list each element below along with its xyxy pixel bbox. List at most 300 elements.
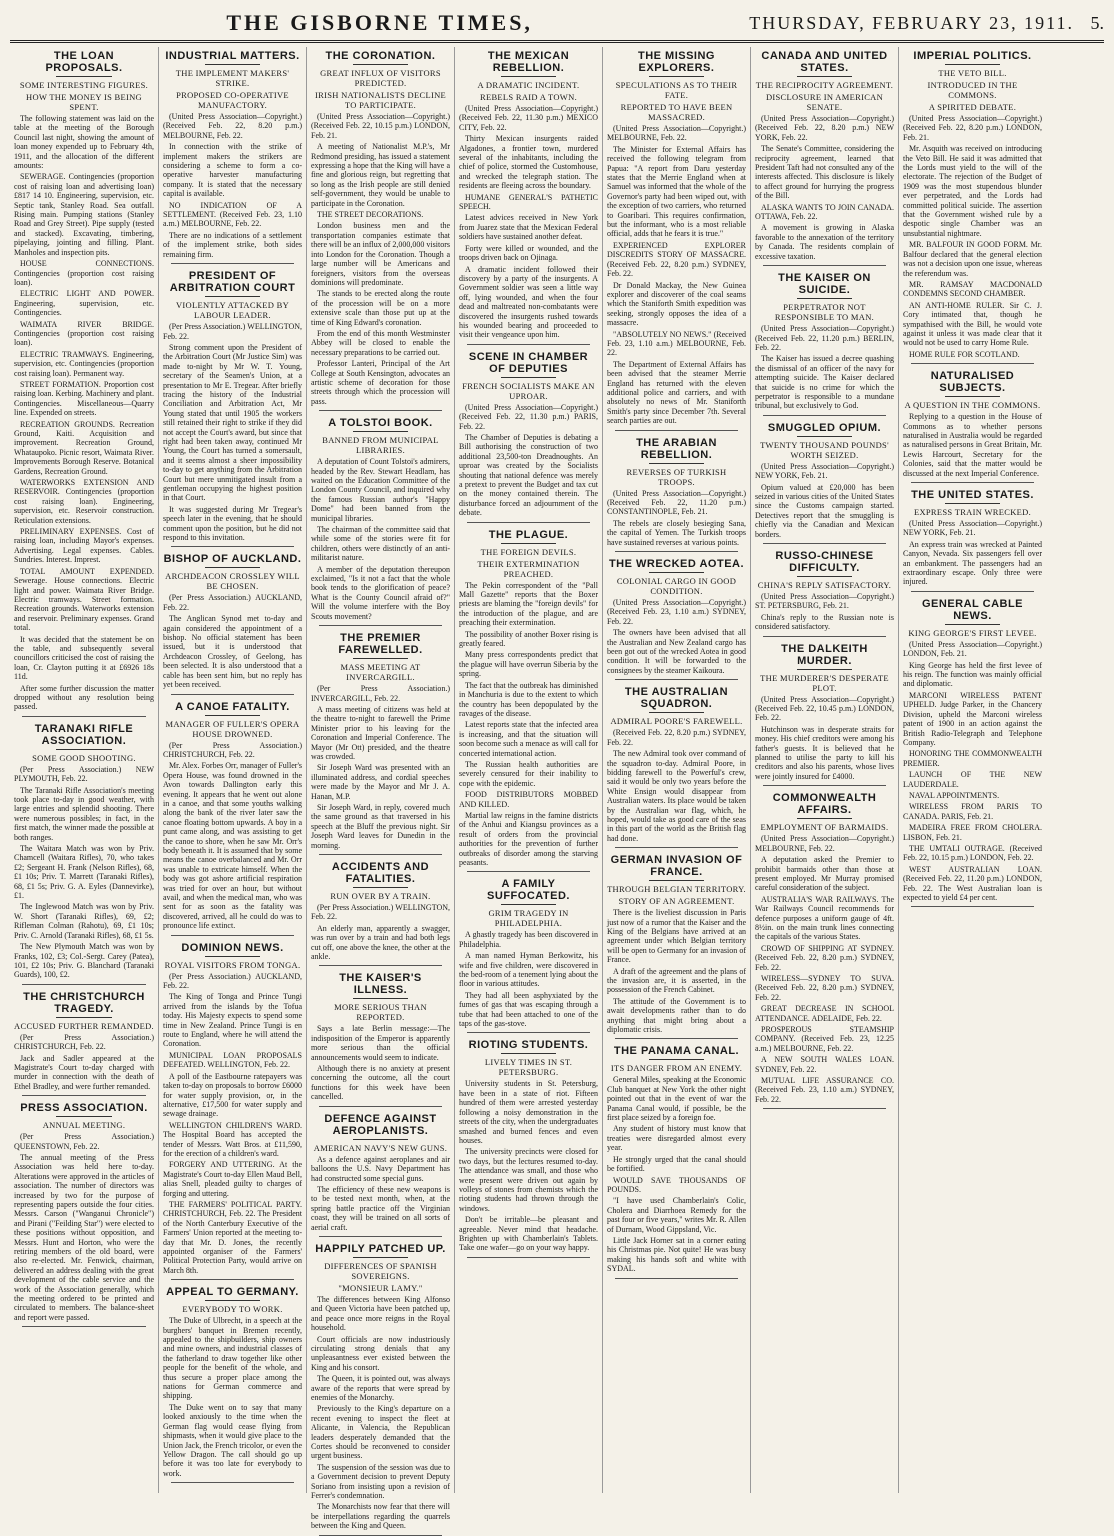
article-body	[459, 581, 598, 868]
article	[903, 489, 1042, 592]
paragraph: SEWERAGE. Contingencies (proportion cost of raising loan and advertising loan) £817 14 10. Engineering, supervision, etc. Septic tank, Stanley Road. Sea outfall. Rising main. Pumping stations (Stanley Road and Grey Street). Pipe supply (tested and stacked). Excavating, timbering, pipelaying, jointing and filling. Plant. Manholes and inspection pits.	[14, 172, 154, 257]
headline-rule	[501, 76, 557, 77]
article-body	[459, 104, 598, 340]
article-subheading: THE VETO BILL.	[938, 68, 1007, 78]
article-subheading: A DRAMATIC INCIDENT.	[477, 80, 580, 90]
article-separator	[22, 716, 146, 717]
article-separator	[615, 1278, 738, 1279]
headline-rule	[501, 543, 557, 544]
article-subheading: EXPRESS TRAIN WRECKED.	[913, 507, 1032, 517]
article-body	[607, 908, 746, 1034]
article-subheading: THE IMPLEMENT MAKERS' STRIKE.	[175, 68, 290, 88]
paragraph: Professor Lanteri, Principal of the Art College at South Kensington, advocates an artistic scheme of decoration for those streets through which the procession will pass.	[311, 359, 450, 406]
article-separator	[615, 430, 738, 431]
article-separator	[171, 263, 294, 264]
article	[163, 701, 302, 936]
paragraph: The efficiency of these new weapons is to be tested next month, when, at the spring battle practice off the Virginian coast, they will be trained on all sorts of aerial craft.	[311, 1184, 450, 1232]
paragraph: MADEIRA FREE FROM CHOLERA. LISBON, Feb. 21.	[903, 823, 1042, 842]
paragraph: The stands to be erected along the route of the procession will be on a more extensive scale than those put up at the time of King Edward's coronation.	[311, 289, 450, 327]
article-subheading: ACCUSED FURTHER REMANDED.	[14, 1020, 154, 1031]
article-headline: THE PLAGUE.	[488, 528, 569, 541]
paragraph: The suspension of the session was due to a Government decision to prevent Deputy Soriano from insisting upon a revision of Ferrer's condemnation.	[311, 1462, 450, 1501]
paragraph: The rebels are closely besieging Sana, the capital of Yemen. The Turkish troops have sustained reverses at various points.	[607, 518, 746, 547]
paragraph: (United Press Association—Copyright.) (Received Feb. 22, 8.20 p.m.) NEW YORK, Feb. 22.	[755, 114, 894, 142]
article-subheading: DISCLOSURE IN AMERICAN SENATE.	[765, 92, 884, 112]
article	[607, 1045, 746, 1278]
paragraph: There is the liveliest discussion in Paris just now of a rumor that the Kaiser and the King of the Belgians have arrived at an agreement under which Belgian territory will be open to Germany for an invasion of France.	[607, 908, 746, 965]
paragraph: A movement is growing in Alaska favorable to the annexation of the territory by Canada. The residents complain of excessive taxation.	[755, 223, 894, 261]
article	[607, 50, 746, 431]
article-separator	[763, 543, 886, 544]
paragraph: They had all been asphyxiated by the fumes of gas that was escaping through a tube that had been attached to one of the taps of the gas-stove.	[459, 990, 598, 1029]
headline-rule	[649, 572, 705, 573]
paragraph: The Waitara Match was won by Priv. Chamcell (Waitara Rifles), 70, who takes £2; Sergeant H. Frank (Nelson Rifles), 68, £1 10s; Priv. T. Marrett (Taranaki Rifles), 68, £1 5s; Priv. G. A. Eyles (Dannevirke), £1.	[14, 844, 154, 901]
article-body	[903, 412, 1042, 478]
paragraph: ELECTRIC TRAMWAYS. Engineering, supervision, etc. Contingencies (proportion cost raising loan). Permanent way.	[14, 349, 154, 378]
paragraph: It was decided that the statement be on the table, and subsequently several councillors criticised the cost of raising the loan, Cr. Clayton putting it at £6926 18s 11d.	[14, 634, 154, 682]
article-subheading: EMPLOYMENT OF BARMAIDS.	[760, 822, 889, 833]
article-separator	[763, 415, 886, 416]
headline-rule	[353, 658, 409, 659]
article-headline: A FAMILY SUFFOCATED.	[487, 878, 570, 903]
article-subheading: COLONIAL CARGO IN GOOD CONDITION.	[616, 576, 737, 597]
article-headline: THE CHRISTCHURCH TRAGEDY.	[23, 990, 145, 1015]
article-headline: THE ARABIAN REBELLION.	[636, 436, 717, 461]
article-separator	[171, 935, 294, 936]
article-body	[311, 457, 450, 621]
headline-rule	[56, 1116, 112, 1117]
article-body	[163, 322, 302, 542]
paragraph: A mass meeting of citizens was held at the theatre to-night to farewell the Prime Minister prior to his leaving for the Coronation and Imperial Conference. The Mayor (Mr Ott) presided, and the theatre was crowded.	[311, 704, 450, 761]
paragraph: WOULD SAVE THOUSANDS OF POUNDS.	[607, 1175, 746, 1194]
article-separator	[319, 854, 442, 855]
article-subheading: MORE SERIOUS THAN REPORTED.	[334, 1002, 427, 1023]
article	[755, 272, 894, 416]
headline-rule	[649, 880, 705, 881]
column-4	[454, 47, 602, 1493]
article-subheading: KING GEORGE'S FIRST LEVEE.	[908, 627, 1037, 638]
paragraph: As a defence against aeroplanes and air balloons the U.S. Navy Department has had constructed some special guns.	[311, 1154, 450, 1183]
article-separator	[763, 1108, 886, 1109]
paragraph: It was suggested during Mr Tregear's speech later in the evening, that he should comment upon the position, but he did not respond to this invitation.	[163, 504, 302, 543]
paragraph: (United Press Association—Copyright.) (Received Feb. 22, 10.45 p.m.) LONDON, Feb. 22.	[755, 694, 894, 723]
paragraph: He strongly urged that the canal should be fortified.	[607, 1154, 746, 1174]
headline-rule	[353, 431, 409, 432]
paragraph: FORGERY AND UTTERING. At the Magistrate's Court to-day Ellen Maud Bell, alias Snell, pleaded guilty to charges of forging and uttering.	[163, 1160, 302, 1198]
article-headline: SCENE IN CHAMBER OF DEPUTIES	[468, 350, 589, 375]
article	[311, 632, 450, 855]
article-headline: CANADA AND UNITED STATES.	[761, 50, 888, 74]
article-subheading: REBELS RAID A TOWN.	[479, 92, 577, 102]
article-subheading: TWENTY THOUSAND POUNDS' WORTH SEIZED.	[760, 439, 889, 460]
headline-rule	[797, 576, 853, 577]
headline-rule	[501, 377, 557, 378]
paragraph: Jack and Sadler appeared at the Magistrate's Court to-day charged with murder in connection with the death of Ethel Bradley, and were further remanded.	[14, 1053, 154, 1091]
article-separator	[171, 1482, 294, 1483]
article-headline: DOMINION NEWS.	[181, 941, 284, 954]
article-subheading: SOME INTERESTING FIGURES.	[19, 80, 149, 90]
paragraph: A meeting of Nationalist M.P.'s, Mr Redmond presiding, has issued a statement expressing a hope that the King will have a fine and glorious reign, but regretting that so long as the Irish people are still denied self-government, they would be unable to participate in the Coronation.	[311, 142, 450, 208]
headline-rule	[205, 715, 261, 716]
article-headline: HAPPILY PATCHED UP.	[315, 1242, 446, 1255]
newspaper-title: THE GISBORNE TIMES,	[226, 10, 533, 35]
article-separator	[467, 522, 590, 523]
paragraph: The Russian health authorities are severely censured for their inability to cope with the epidemic.	[459, 759, 598, 788]
article-separator	[319, 1106, 442, 1107]
headline-rule	[797, 76, 853, 77]
article-subheading: BANNED FROM MUNICIPAL LIBRARIES.	[322, 435, 439, 456]
paragraph: LAUNCH OF THE NEW LAUDERDALE.	[903, 770, 1042, 789]
issue-date: THURSDAY, FEBRUARY 23, 1911.	[749, 12, 1074, 33]
headline-rule	[649, 76, 705, 77]
article-body	[607, 124, 746, 426]
article-subheading: THE MURDERER'S DESPERATE PLOT.	[760, 672, 889, 693]
paragraph: (United Press Association—Copyright.) (Received Feb. 22, 11.20 p.m.) BERLIN, Feb. 22.	[755, 324, 894, 352]
article	[311, 861, 450, 966]
article-subheading: PERPETRATOR NOT RESPONSIBLE TO MAN.	[774, 302, 875, 323]
headline-rule	[205, 1300, 261, 1301]
article	[607, 558, 746, 680]
article-body	[163, 972, 302, 1276]
paragraph: HOME RULE FOR SCOTLAND.	[909, 349, 1020, 359]
paragraph: The differences between King Alfonso and Queen Victoria have been patched up, and peace once more reigns in the Royal household.	[311, 1294, 450, 1333]
masthead	[10, 6, 1104, 43]
article-body	[755, 592, 894, 632]
article-subheading: THEIR EXTERMINATION PREACHED.	[477, 558, 580, 579]
article-headline: PRESIDENT OF ARBITRATION COURT	[169, 270, 296, 295]
paragraph: THE UMTALI OUTRAGE. (Received Feb. 22, 10.15 p.m.) LONDON, Feb. 22.	[903, 843, 1042, 863]
article-headline: THE CORONATION.	[325, 50, 436, 62]
paragraph: Latest reports state that the infected area is increasing, and that the situation will soon become such a menace as will call for concerted international action.	[459, 720, 598, 758]
article-subheading: ITS DANGER FROM AN ENEMY.	[610, 1063, 743, 1074]
paragraph: Court officials are now industriously circulating strong denials that any unpleasantness ever existed between the King and his consort.	[311, 1334, 450, 1372]
article-headline: THE PANAMA CANAL.	[613, 1045, 740, 1058]
paragraph: EXPERIENCED EXPLORER DISCREDITS STORY OF MASSACRE. (Received Feb. 22, 8.20 p.m.) SYDNEY, Feb. 22.	[607, 240, 746, 279]
headline-rule	[797, 436, 853, 437]
paragraph: STREET FORMATION. Proportion cost raising loan. Kerbing. Machinery and plant. Contingencies. Miscellaneous—Quarry line. Expended on streets.	[14, 379, 154, 418]
paragraph: (United Press Association—Copyright.) (Received Feb. 22, 11.30 p.m.) MEXICO CITY, Feb. 22.	[459, 104, 598, 132]
article-subheading: ARCHDEACON CROSSLEY WILL BE CHOSEN.	[165, 571, 300, 592]
paragraph: (Per Press Association.) CHRISTCHURCH, Feb. 22.	[163, 740, 302, 759]
column-6	[750, 47, 898, 1493]
paragraph: The annual meeting of the Press Association was held here to-day. Alterations were approved in the articles of association. The number of directors was increased by two for the purpose of representing papers outside the four cities. Messrs. Carson ("Wanganui Chronicle") and Pirani ("Feilding Star") were elected to these positions without opposition, and Messrs. Hunt and Horton, who were the retiring members of the old board, were also re-elected. Mr. Fenwick, chairman, delivered an address dealing with the great development of the cable service and the work of the Association generally, which the meeting ordered to be printed and circulated to members. The balance-sheet and report were passed.	[14, 1152, 154, 1322]
paragraph: There are no indications of a settlement of the implement strike, both sides remaining firm.	[163, 230, 302, 259]
article-headline: GERMAN INVASION OF FRANCE.	[610, 854, 743, 879]
paragraph: (United Press Association—Copyright.) (Received Feb. 22, 10.15 p.m.) LONDON, Feb. 21.	[311, 112, 450, 140]
paragraph: A poll of the Eastbourne ratepayers was taken to-day on proposals to borrow £6000 for water supply provision, or, in the alternative, £17,500 for water supply and sewage drainage.	[163, 1071, 302, 1119]
headline-rule	[797, 818, 853, 819]
article-body	[755, 114, 894, 261]
article-subheading: HOW THE MONEY IS BEING SPENT.	[26, 92, 142, 112]
article-subheading: GREAT INFLUX OF VISITORS PREDICTED.	[320, 68, 441, 88]
paragraph: The university precincts were closed for two days, but the lectures resumed to-day. The attendance was small, and those who were present were driven out again by volleys of stones from chemists which the rioting students had thrown through the windows.	[459, 1147, 598, 1213]
column-5	[602, 47, 750, 1493]
headline-rule	[353, 64, 409, 65]
article-separator	[911, 363, 1034, 364]
article	[755, 792, 894, 1109]
article	[459, 351, 598, 523]
article	[311, 1113, 450, 1237]
article-separator	[22, 984, 146, 985]
paragraph: Mr. Alex. Forbes Orr, manager of Fuller's Opera House, was found drowned in the Avon towards Dallington early this evening. It appears that he went out alone in a canoe, and that some youths walking along the bank of the river later saw the canoe floating bottom upwards. A boy in a punt came along, and was assisting to get the canoe to shore, when he saw Mr. Orr's body beneath it. It is assumed that by some means the canoe overbalanced and Mr. Orr was unable to extricate himself. When the body was got ashore artificial respiration was tried for over an hour, but without avail, and when the medical man, who was sent for as soon as the fatality was discovered, arrived, all he could do was to pronounce life extinct.	[163, 761, 302, 931]
paragraph: (Received Feb. 22, 8.20 p.m.) SYDNEY, Feb. 22.	[607, 728, 746, 747]
paragraph: HOUSE CONNECTIONS. Contingencies (proportion cost raising loan).	[14, 259, 154, 287]
article-separator	[319, 410, 442, 411]
headline-rule	[56, 1017, 112, 1018]
article	[311, 1243, 450, 1536]
article	[755, 422, 894, 544]
article-body	[903, 519, 1042, 587]
article-body	[14, 1132, 154, 1322]
paragraph: AN ANTI-HOME RULER. Sir C. J. Cory intimated that, though he sympathised with the Bill, he would vote against it unless it was made clear that it would not be used to carry Home Rule.	[903, 300, 1042, 348]
article-separator	[467, 1257, 590, 1258]
article-separator	[911, 482, 1034, 483]
article-subheading: THE FOREIGN DEVILS.	[480, 546, 577, 557]
paragraph: MR. RAMSAY MACDONALD CONDEMNS SECOND CHAMBER.	[903, 279, 1042, 299]
paragraph: The possibility of another Boxer rising is greatly feared.	[459, 629, 598, 649]
paragraph: An express train was wrecked at Painted Canyon, Nevada. Six passengers fell over an embankment. The passengers had an extraordinary escape. Only three were injured.	[903, 539, 1042, 587]
paragraph: General Miles, speaking at the Economic Club banquet at New York the other night pointed out that in the event of war the Panama Canal would, if possible, be the first place seized by a foreign foe.	[607, 1075, 746, 1123]
article-subheading: INTRODUCED IN THE COMMONS.	[927, 80, 1018, 100]
article-subheading: PROPOSED CO-OPERATIVE MANUFACTORY.	[176, 90, 289, 110]
paragraph: THE STREET DECORATIONS.	[317, 210, 424, 220]
paragraph: (United Press Association—Copyright.) NEW YORK, Feb. 21.	[903, 519, 1042, 538]
article-subheading: SPECULATIONS AS TO THEIR FATE.	[615, 80, 738, 100]
paragraph: MARCONI WIRELESS PATENT UPHELD. Judge Parker, in the Chancery Division, upheld the Marconi wireless patent of 1900 in an action against the British Radio-Telegraph and Telephone Company.	[903, 690, 1042, 747]
paragraph: The Taranaki Rifle Association's meeting took place to-day in good weather, with large entries and splendid shooting. There were numerous possibles; in fact, in the first match, the winner made the possible at both ranges.	[14, 785, 154, 842]
paragraph: The Department of External Affairs has been advised that the steamer Merrie England has returned with the eleven additional police and carriers, and with absolutely no news of Mr. Staniforth Smith's party since December 7th. Several search parties are out.	[607, 359, 746, 426]
paragraph: WEST AUSTRALIAN LOAN. (Received Feb. 22, 11.20 p.m.) LONDON, Feb. 22. The West Australian loan is expected to yield £4 per cent.	[903, 864, 1042, 902]
article-body	[459, 930, 598, 1028]
paragraph: The Monarchists now fear that there will be interpellations regarding the quarrels between the King and Queen.	[311, 1502, 450, 1531]
paragraph: Dr Donald Mackay, the New Guinea explorer and discoverer of the coal seams which the Staniforth Smith expedition was seeking, strongly opposes the idea of a massacre.	[607, 280, 746, 328]
paragraph: Don't be irritable—be pleasant and agreeable. Never mind that headache. Brighten up with Chamberlain's Tablets. Take one wafer—go on your way happy.	[459, 1215, 598, 1253]
article-headline: A TOLSTOI BOOK.	[328, 417, 433, 430]
article-headline: THE UNITED STATES.	[911, 489, 1034, 501]
article	[311, 50, 450, 411]
headline-rule	[945, 396, 1001, 397]
paragraph: The Pekin correspondent of the "Pall Mall Gazette" reports that the Boxer priests are blaming the "foreign devils" for the introduction of the plague, and are preaching their extermination.	[459, 580, 598, 628]
paragraph: NO INDICATION OF A SETTLEMENT. (Received Feb. 23, 1.10 a.m.) MELBOURNE, Feb. 22.	[163, 200, 302, 229]
article-body	[755, 324, 894, 411]
article-subheading: LIVELY TIMES IN ST. PETERSBURG.	[484, 1057, 573, 1078]
paragraph: A ghastly tragedy has been discovered in Philadelphia.	[459, 930, 598, 949]
article-subheading: VIOLENTLY ATTACKED BY LABOUR LEADER.	[175, 300, 290, 321]
paragraph: WELLINGTON CHILDREN'S WARD. The Hospital Board has accepted the tender of Messrs. Watt Bros. at £11,590, for the erection of a children's ward.	[163, 1120, 302, 1158]
paragraph: The Senate's Committee, considering the reciprocity agreement, learned that President Taft had not consulted any of the interests affected. This disclosure is likely to affect ground for hurrying the progress of the Bill.	[755, 144, 894, 201]
paragraph: A draft of the agreement and the plans of the invasion are, it is asserted, in the possession of the French Cabinet.	[607, 966, 746, 995]
paragraph: A man named Hyman Berkowitz, his wife and five children, were discovered in the bed-room of a tenement lying about the floor in various attitudes.	[459, 951, 598, 989]
article-subheading: CHINA'S REPLY SATISFACTORY.	[757, 580, 892, 590]
article-subheading: THE RECIPROCITY AGREEMENT.	[755, 80, 894, 90]
article-body	[755, 695, 894, 782]
article-headline: INDUSTRIAL MATTERS.	[165, 50, 300, 62]
paragraph: GREAT DECREASE IN SCHOOL ATTENDANCE. ADELAIDE, Feb. 22.	[755, 1004, 894, 1023]
article	[903, 370, 1042, 483]
article	[163, 942, 302, 1281]
article-headline: THE WRECKED AOTEA.	[608, 558, 745, 571]
article-body	[607, 489, 746, 547]
headline-rule	[945, 624, 1001, 625]
headline-rule	[205, 567, 261, 568]
article-subheading: DIFFERENCES OF SPANISH SOVEREIGNS.	[324, 1260, 437, 1281]
article-headline: DEFENCE AGAINST AEROPLANISTS.	[324, 1112, 437, 1137]
article-subheading: FRENCH SOCIALISTS MAKE AN UPROAR.	[462, 380, 595, 401]
headline-rule	[501, 1053, 557, 1054]
article-body	[311, 1024, 450, 1101]
article-headline: THE AUSTRALIAN SQUADRON.	[624, 686, 729, 711]
article-separator	[615, 551, 738, 552]
paragraph: Says a late Berlin message:—The indisposition of the Emperor is apparently more serious than the official announcements would seem to indicate.	[311, 1024, 450, 1062]
article-headline: GENERAL CABLE NEWS.	[921, 597, 1024, 622]
article-separator	[319, 1236, 442, 1237]
headline-rule	[205, 296, 261, 297]
paragraph: Thirty Mexican insurgents raided Algadones, a frontier town, murdered several of the inhabitants, including the chief of police, stormed the Customhouse, and wrecked the telegraph station. The residents are fleeing across the boundary.	[459, 134, 598, 191]
paragraph: The following statement was laid on the table at the meeting of the Borough Council last night, showing the amount of loan money expended up to February 4th, 1911, and the allocation of the different amounts:	[14, 114, 154, 171]
paragraph: The Inglewood Match was won by Priv. W. Short (Taranaki Rifles), 69, £2; Rifleman Colman (Rahotu), 69, £1 10s; Priv. C. Arnold (Taranaki Rifles), 68, £1 5s.	[14, 902, 154, 940]
article-body	[903, 114, 1042, 359]
headline-rule	[649, 463, 705, 464]
article-subheading: IRISH NATIONALISTS DECLINE TO PARTICIPATE.	[314, 90, 447, 110]
article-separator	[319, 965, 442, 966]
article-subheading: GRIM TRAGEDY IN PHILADELPHIA.	[488, 908, 569, 929]
paragraph: WATERWORKS EXTENSION AND RESERVOIR. Contingencies (proportion cost raising loan). Engineering, supervision, etc. Reservoir construction. Reticulation extensions.	[14, 478, 154, 525]
paragraph: Sir Joseph Ward was presented with an illuminated address, and cordial speeches were made by the Mayor and Mr J. A. Hanan, M.P.	[311, 763, 450, 801]
article-subheading: REPORTED TO HAVE BEEN MASSACRED.	[620, 102, 733, 122]
article-subheading: SOME GOOD SHOOTING.	[32, 752, 136, 763]
article-body	[607, 728, 746, 843]
paragraph: Mr. Asquith was received on introducing the Veto Bill. He said it was admitted that the Lords must yield to the will of the electorate. The rejection of the Budget of 1909 was the most stupendous blunder ever perpetrated, and the Lords had committed political suicide. The assertion that the Government wished rule by a despotic single Chamber was an unsubstantial nightmare.	[903, 144, 1042, 238]
paragraph: (United Press Association—Copyright.) (Received Feb. 22, 11.30 p.m.) PARIS, Feb. 22.	[459, 402, 598, 431]
article-headline: THE MISSING EXPLORERS.	[637, 50, 715, 74]
paragraph: TOTAL AMOUNT EXPENDED. Sewerage. House connections. Electric light and power. Waimata River Bridge. Electric tramways. Street formation. Recreation grounds. Waterworks extension and reservoir. Preliminary expenses. Grand total.	[14, 566, 154, 633]
paragraph: (Per Press Association.) QUEENSTOWN, Feb. 22.	[14, 1132, 154, 1151]
article-body	[459, 403, 598, 518]
article	[903, 50, 1042, 364]
article-separator	[467, 344, 590, 345]
headline-rule	[945, 64, 1001, 65]
paragraph: The attitude of the Government is to await developments rather than to do anything that might bring about a diplomatic crisis.	[607, 996, 746, 1035]
article-separator	[319, 625, 442, 626]
paragraph: The New Plymouth Match was won by Franks, 102, £3; Col.-Sergt. Carey (Patea), 101, £2 10s; Priv. G. Blanchard (Taranaki Guards), 100, £2.	[14, 942, 154, 980]
paragraph: (United Press Association—Copyright.) (Received Feb. 22, 11.20 p.m.) CONSTANTINOPLE, Feb. 21.	[607, 488, 746, 517]
paragraph: WAIMATA RIVER BRIDGE. Contingencies (proportion cost raising loan).	[14, 319, 154, 348]
article-separator	[171, 546, 294, 547]
article-separator	[763, 265, 886, 266]
article-body	[311, 684, 450, 850]
article-body	[14, 1033, 154, 1091]
article-separator	[171, 694, 294, 695]
article-headline: THE KAISER ON SUICIDE.	[778, 272, 871, 297]
paragraph: WIRELESS—SYDNEY TO SUVA. (Received Feb. 22, 8.20 p.m.) SYDNEY, Feb. 22.	[755, 973, 894, 1002]
paragraph: PROSPEROUS STEAMSHIP COMPANY. (Received Feb. 23, 12.25 a.m.) MELBOURNE, Feb. 22.	[755, 1025, 894, 1053]
paragraph: Sir Joseph Ward, in reply, covered much the same ground as that traversed in his speech at the Bluff the previous night. Sir Joseph Ward leaves for Dunedin in the morning.	[311, 802, 450, 850]
paragraph: A NEW SOUTH WALES LOAN. SYDNEY, Feb. 22.	[755, 1055, 894, 1074]
paragraph: The Kaiser has issued a decree quashing the dismissal of an officer of the navy for attempting suicide. The Kaiser declared that suicide is no crime for which the perpetrator is responsible to a mundane tribunal, but exclusively to God.	[755, 354, 894, 411]
article	[14, 723, 154, 985]
paragraph: THE FARMERS' POLITICAL PARTY. CHRISTCHURCH, Feb. 22. The President of the North Canterbury Executive of the Farmers' Union reported at the meeting to-day that Mr. D. Jones, the recently appointed organiser of the Farmers' Political Protection Party, would arrive on March 8th.	[163, 1199, 302, 1275]
article-separator	[615, 679, 738, 680]
paragraph: Many press correspondents predict that the plague will have overrun Siberia by the spring.	[459, 650, 598, 679]
paragraph: Although there is no anxiety at present concerning the outcome, all the court functions for this week have been cancelled.	[311, 1064, 450, 1102]
article-subheading: STORY OF AN AGREEMENT.	[618, 896, 735, 907]
article-separator	[615, 847, 738, 848]
article	[755, 50, 894, 266]
paragraph: The fact that the outbreak has diminished in Manchuria is due to the extent to which the country has been depopulated by the ravages of the disease.	[459, 680, 598, 718]
paragraph: The King of Tonga and Prince Tungi arrived from the islands by the Tofua today. His Majesty expects to spend some time in New Zealand. Prince Tungi is en route to England, where he will attend the Coronation.	[163, 992, 302, 1049]
article	[755, 550, 894, 637]
article-body	[607, 1075, 746, 1273]
headline-rule	[56, 749, 112, 750]
column-1	[10, 47, 158, 1493]
headline-rule	[205, 64, 261, 65]
paragraph: ELECTRIC LIGHT AND POWER. Engineering, supervision, etc. Contingencies.	[14, 289, 154, 318]
article-body	[459, 1079, 598, 1252]
paragraph: (Per Press Association.) AUCKLAND, Feb. 22.	[163, 593, 302, 612]
paragraph: China's reply to the Russian note is considered satisfactory.	[755, 612, 894, 632]
article-subheading: MANAGER OF FULLER'S OPERA HOUSE DROWNED.	[165, 718, 300, 739]
headline-rule	[797, 298, 853, 299]
headline-rule	[649, 1059, 705, 1060]
article	[459, 1039, 598, 1257]
page-number: 5.	[1090, 12, 1104, 33]
article-headline: ACCIDENTS AND FATALITIES.	[331, 861, 430, 885]
article	[607, 437, 746, 552]
article-body	[14, 114, 154, 712]
article-headline: PRESS ASSOCIATION.	[20, 1102, 148, 1115]
article-body	[903, 640, 1042, 903]
headline-rule	[353, 1257, 409, 1258]
article-headline: THE LOAN PROPOSALS.	[45, 50, 123, 74]
paragraph: Previously to the King's departure on a recent evening to inspect the fleet at Alicante, in Valencia, the Republican leaders desperately demanded that the Cortes should be reconvened to consider urgent business.	[311, 1404, 450, 1461]
article-separator	[467, 871, 590, 872]
paragraph: The owners have been advised that all the Australian and New Zealand cargo has been got out of the wrecked Aotea in good condition. It will be forwarded to the consignees by the steamer Kaikoura.	[607, 628, 746, 675]
paragraph: RECREATION GROUNDS. Recreation Ground, Kaiti. Acquisition and improvement. Recreation Ground, Whataupoko. Picnic resort, Waimata River. Improvements Borough Reserve. Botanical Gardens, Recreation Ground.	[14, 419, 154, 476]
article	[163, 270, 302, 547]
article-headline: BISHOP OF AUCKLAND.	[163, 553, 302, 566]
article-subheading: ADMIRAL POORE'S FAREWELL.	[610, 716, 743, 727]
paragraph: ALASKA WANTS TO JOIN CANADA. OTTAWA, Feb. 22.	[755, 202, 894, 222]
headline-rule	[501, 904, 557, 905]
article-separator	[763, 785, 886, 786]
article-headline: TARANAKI RIFLE ASSOCIATION.	[34, 722, 134, 747]
article	[607, 854, 746, 1039]
paragraph: "I have used Chamberlain's Colic, Cholera and Diarrhoea Remedy for the past four or five years," writes Mr. R. Allen of Durnam, Wood Gippsland, Vic.	[607, 1196, 747, 1234]
article-body	[163, 593, 302, 689]
paragraph: CROWD OF SHIPPING AT SYDNEY. (Received Feb. 22, 8.20 p.m.) SYDNEY, Feb. 22.	[755, 943, 894, 972]
paragraph: University students in St. Petersburg, have been in a state of riot. Fifteen hundred of them were arrested yesterday following a noisy demonstration in the streets of the city, when the undergraduates smashed and burned fences and even houses.	[459, 1079, 598, 1145]
article-subheading: A QUESTION IN THE COMMONS.	[904, 400, 1041, 411]
article-headline: IMPERIAL POLITICS.	[913, 50, 1032, 62]
paragraph: The new Admiral took over command of the squadron to-day. Admiral Poore, in bidding farewell to the Powerful's crew, said it would be only two years before the White Ensign would disappear from Australian waters. Its place would be taken by the Australian war flag, which, he hoped, would take as good care of the seas in this part of the world as the British flag had done.	[607, 749, 746, 843]
paragraph: After some further discussion the matter dropped without any resolution being passed.	[14, 683, 154, 712]
paragraph: (United Press Association—Copyright.) (Received Feb. 22, 8.20 p.m.) MELBOURNE, Feb. 22.	[163, 112, 302, 140]
article-headline: APPEAL TO GERMANY.	[166, 1286, 299, 1299]
headline-rule	[205, 956, 261, 957]
paragraph: Hutchinson was in desperate straits for money. His chief creditors were among his father's guests. It is believed that he planned to utilise the party to kill his creditors and also his parents, whose lives were jointly insured for £4000.	[755, 724, 894, 781]
headline-rule	[649, 712, 705, 713]
column-7	[898, 47, 1046, 1493]
article-subheading: "MONSIEUR LAMY."	[338, 1282, 423, 1293]
paragraph: HUMANE GENERAL'S PATHETIC SPEECH.	[459, 192, 598, 212]
paragraph: FOOD DISTRIBUTORS MOBBED AND KILLED.	[459, 790, 598, 809]
article	[163, 1286, 302, 1483]
article-headline: THE KAISER'S ILLNESS.	[339, 972, 422, 997]
paragraph: The Duke went on to say that many looked anxiously to the time when the German flag would cease flying from shipmasts, when it would give place to the Union Jack, the French tricolor, or even the Yellow Dragon. The call should go up before it was too late for everybody to work.	[163, 1402, 302, 1478]
article-headline: A CANOE FATALITY.	[175, 700, 290, 713]
paragraph: The chairman of the committee said that while some of the stories were fit for children, others were distinctly of an anti-militarist nature.	[311, 525, 450, 563]
headline-rule	[353, 887, 409, 888]
